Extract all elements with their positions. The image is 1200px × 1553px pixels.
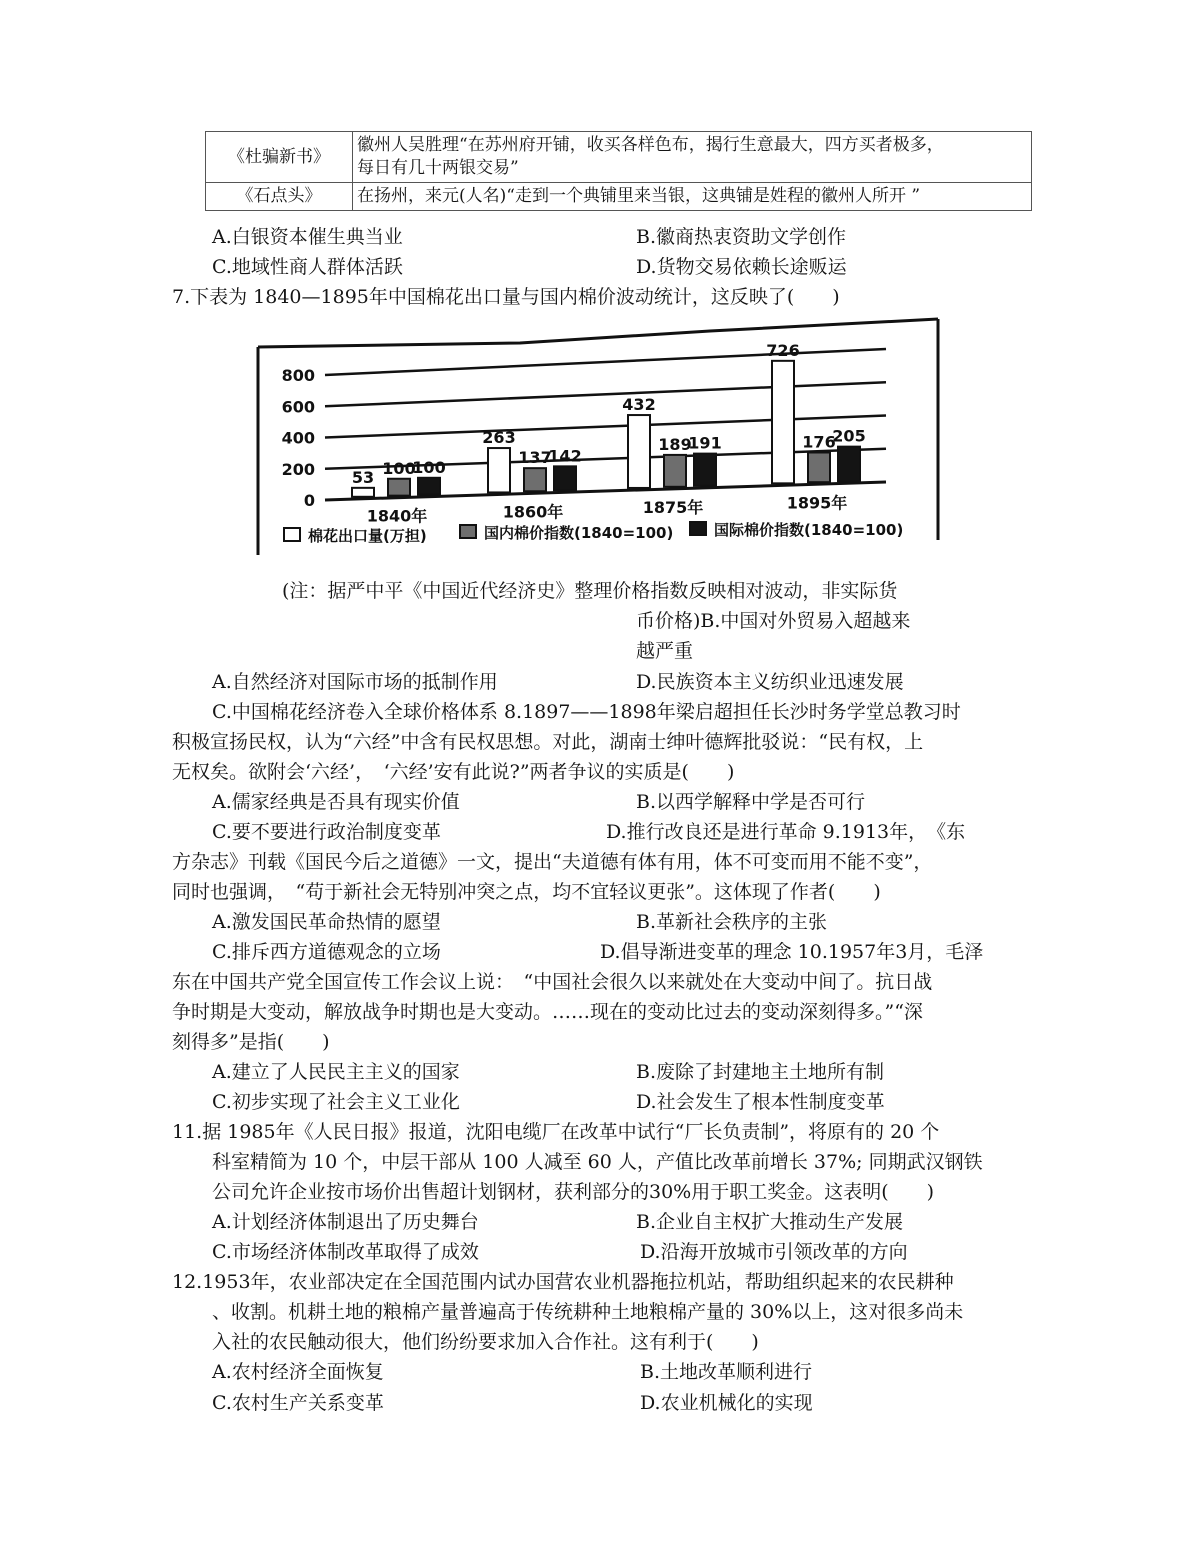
source-name: 《杜骗新书》 <box>206 132 353 183</box>
grid-line <box>325 382 886 406</box>
bar <box>664 455 686 487</box>
bar <box>488 448 510 492</box>
data-label: 432 <box>622 395 656 415</box>
q12-option-a: A.农村经济全面恢复 <box>212 1361 384 1383</box>
q8-option-a: A.儒家经典是否具有现实价值 <box>212 791 460 813</box>
x-category-label: 1895年 <box>786 493 848 513</box>
data-label: 726 <box>766 340 800 360</box>
q10-line: 争时期是大变动，解放战争时期也是大变动。……现在的变动比过去的变动深刻得多。”“深 <box>172 1001 923 1023</box>
q9-option-c: C.排斥西方道德观念的立场 <box>212 941 441 963</box>
bar <box>524 468 546 491</box>
bar <box>628 415 650 488</box>
bar <box>694 454 716 486</box>
q11-option-a: A.计划经济体制退出了历史舞台 <box>212 1211 479 1233</box>
data-label: 100 <box>382 458 416 478</box>
y-tick-label: 0 <box>303 491 315 510</box>
data-label: 205 <box>832 426 866 446</box>
chart-note: (注：据严中平《中国近代经济史》整理价格指数反映相对波动，非实际货 <box>282 580 898 602</box>
q10-option-b: B.废除了封建地主土地所有制 <box>636 1061 885 1083</box>
excerpt-line: 徽州人吴胜理“在苏州府开铺，收买各样色布，揭行生意最大，四方买者极多， <box>357 135 944 155</box>
data-label: 191 <box>688 433 722 453</box>
x-category-label: 1875年 <box>642 497 704 517</box>
q8-line: 积极宣扬民权，认为“六经”中含有民权思想。对此，湖南士绅叶德辉批驳说：“民有权，上 <box>172 731 924 753</box>
q7-option-a: A.自然经济对国际市场的抵制作用 <box>212 671 498 693</box>
bars <box>352 341 866 497</box>
data-label: 53 <box>351 467 375 487</box>
q8-line: C.中国棉花经济卷入全球价格体系 8.1897——1898年梁启超担任长沙时务学堂总教习时 <box>212 701 961 723</box>
data-label: 189 <box>658 434 692 454</box>
bar <box>808 452 830 482</box>
data-label: 137 <box>518 448 552 468</box>
q11-line: 公司允许企业按市场价出售超计划钢材，获利部分的30%用于职工奖金。这表明( ) <box>212 1181 935 1203</box>
q12-option-c: C.农村生产关系变革 <box>212 1392 384 1414</box>
q9-line: 同时也强调， “苟于新社会无特别冲突之点，均不宜轻议更张”。这体现了作者( ) <box>172 881 881 903</box>
chart-frame-top <box>258 319 938 347</box>
y-tick-label: 400 <box>281 428 315 448</box>
q6-option-a: A.白银资本催生典当业 <box>212 226 403 248</box>
q8-option-c: C.要不要进行政治制度变革 <box>212 821 441 843</box>
q8-option-b: B.以西学解释中学是否可行 <box>636 791 866 813</box>
legend-swatch <box>284 528 300 541</box>
chart-note-cont: 币价格)B.中国对外贸易入超越来 <box>636 610 911 632</box>
q9-option-d: D.倡导渐进变革的理念 10.1957年3月，毛泽 <box>600 941 984 963</box>
q11-option-d: D.沿海开放城市引领改革的方向 <box>640 1241 908 1263</box>
chart-note-cont: 越严重 <box>636 640 694 662</box>
q11-line: 11.据 1985年《人民日报》报道，沈阳电缆厂在改革中试行“厂长负责制”，将原有的 20 个 <box>172 1121 940 1143</box>
q6-option-b: B.徽商热衷资助文学创作 <box>636 226 847 248</box>
q11-line: 科室精简为 10 个，中层干部从 100 人减至 60 人，产值比改革前增长 37%; 同期武汉钢铁 <box>212 1151 983 1173</box>
q11-option-c: C.市场经济体制改革取得了成效 <box>212 1241 479 1263</box>
source-table <box>205 131 1032 211</box>
data-label: 142 <box>548 446 582 466</box>
bar <box>418 478 440 495</box>
legend-label: 国际棉价指数(1840=100) <box>714 521 904 539</box>
q6-option-c: C.地域性商人群体活跃 <box>212 256 403 278</box>
table-row <box>206 183 1032 211</box>
table-row <box>206 132 1032 183</box>
bar <box>772 361 794 484</box>
q10-option-a: A.建立了人民民主主义的国家 <box>212 1061 460 1083</box>
q12-option-b: B.土地改革顺利进行 <box>640 1361 813 1383</box>
q10-line: 东在中国共产党全国宣传工作会议上说： “中国社会很久以来就处在大变动中间了。抗日战 <box>172 971 933 993</box>
q12-line: 12.1953年，农业部决定在全国范围内试办国营农业机器拖拉机站，帮助组织起来的农民耕种 <box>172 1271 954 1293</box>
x-category-label: 1840年 <box>366 506 428 526</box>
q6-option-d: D.货物交易依赖长途贩运 <box>636 256 847 278</box>
legend-swatch <box>690 522 706 535</box>
q7-stem: 7.下表为 1840—1895年中国棉花出口量与国内棉价波动统计，这反映了( ) <box>172 286 840 308</box>
y-tick-label: 600 <box>281 397 315 417</box>
data-label: 263 <box>482 428 516 448</box>
q11-option-b: B.企业自主权扩大推动生产发展 <box>636 1211 904 1233</box>
bar <box>352 488 374 497</box>
q9-line: 方杂志》刊载《国民今后之道德》一文，提出“夫道德有体有用，体不可变而用不能不变”， <box>172 851 933 873</box>
q10-option-c: C.初步实现了社会主义工业化 <box>212 1091 460 1113</box>
source-excerpt <box>353 132 1032 183</box>
legend-swatch <box>460 525 476 538</box>
y-axis <box>282 366 315 510</box>
q9-option-b: B.革新社会秩序的主张 <box>636 911 828 933</box>
q8-option-d: D.推行改良还是进行革命 9.1913年， 《东 <box>606 821 966 843</box>
legend-label: 棉花出口量(万担) <box>308 527 427 545</box>
bar <box>388 479 410 496</box>
x-category-label: 1860年 <box>502 502 564 522</box>
q12-line: 、收割。机耕土地的粮棉产量普遍高于传统耕种土地粮棉产量的 30%以上，这对很多尚未 <box>212 1301 964 1323</box>
y-tick-label: 200 <box>281 459 315 479</box>
q12-line: 入社的农民触动很大，他们纷纷要求加入合作社。这有利于( ) <box>212 1331 759 1353</box>
excerpt-line: 每日有几十两银交易” <box>357 158 519 178</box>
q8-line: 无权矣。欲附会‘六经’， ‘六经’安有此说?”两者争议的实质是( ) <box>172 761 735 783</box>
y-tick-label: 800 <box>281 366 315 385</box>
q9-option-a: A.激发国民革命热情的愿望 <box>212 911 441 933</box>
source-excerpt: 在扬州，来元(人名)“走到一个典铺里来当银，这典铺是姓程的徽州人所开 ” <box>353 183 1032 211</box>
data-label: 176 <box>802 432 836 452</box>
q12-option-d: D.农业机械化的实现 <box>640 1392 813 1414</box>
q7-option-d: D.民族资本主义纺织业迅速发展 <box>636 671 904 693</box>
bar <box>554 466 576 490</box>
q10-line: 刻得多”是指( ) <box>172 1031 330 1053</box>
source-name: 《石点头》 <box>206 183 353 211</box>
cotton-chart <box>250 315 950 560</box>
bar <box>838 447 860 482</box>
data-label: 100 <box>412 457 446 477</box>
grid-line <box>325 349 886 375</box>
legend-label: 国内棉价指数(1840=100) <box>484 524 674 542</box>
q10-option-d: D.社会发生了根本性制度变革 <box>636 1091 885 1113</box>
